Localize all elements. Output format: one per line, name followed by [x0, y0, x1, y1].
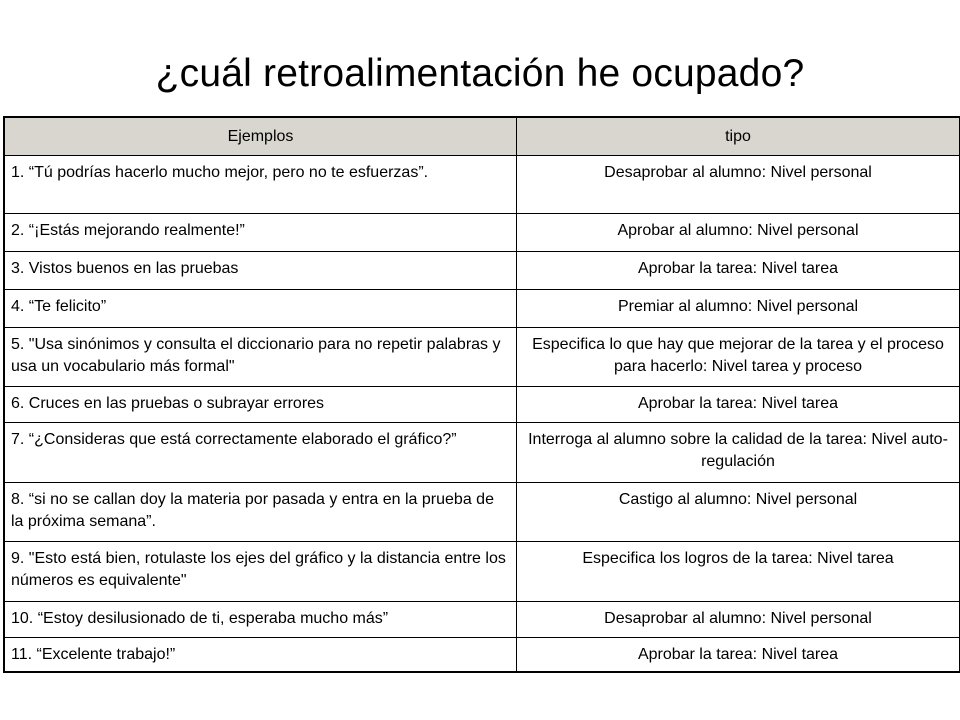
table-row [5, 252, 960, 290]
table-row [5, 638, 960, 672]
table-row [5, 156, 960, 214]
cell-tipo: Castigo al alumno: Nivel personal [517, 483, 960, 542]
cell-ejemplo: 6. Cruces en las pruebas o subrayar errores [5, 387, 517, 423]
table-row [5, 483, 960, 542]
table-row [5, 328, 960, 387]
cell-tipo: Aprobar la tarea: Nivel tarea [517, 638, 960, 672]
cell-ejemplo: 1. “Tú podrías hacerlo mucho mejor, pero no te esfuerzas”. [5, 156, 517, 214]
cell-tipo: Aprobar al alumno: Nivel personal [517, 214, 960, 252]
feedback-table [3, 116, 960, 673]
cell-tipo: Especifica los logros de la tarea: Nivel tarea [517, 542, 960, 602]
cell-tipo: Aprobar la tarea: Nivel tarea [517, 387, 960, 423]
cell-ejemplo: 2. “¡Estás mejorando realmente!” [5, 214, 517, 252]
cell-ejemplo: 4. “Te felicito” [5, 290, 517, 328]
cell-tipo: Desaprobar al alumno: Nivel personal [517, 156, 960, 214]
table-row [5, 542, 960, 602]
cell-ejemplo: 9. "Esto está bien, rotulaste los ejes del gráfico y la distancia entre los números es equivalente" [5, 542, 517, 602]
cell-ejemplo: 10. “Estoy desilusionado de ti, esperaba mucho más” [5, 602, 517, 638]
cell-ejemplo: 3. Vistos buenos en las pruebas [5, 252, 517, 290]
cell-tipo: Interroga al alumno sobre la calidad de la tarea: Nivel auto-regulación [517, 423, 960, 483]
table-row [5, 423, 960, 483]
cell-ejemplo: 11. “Excelente trabajo!” [5, 638, 517, 672]
cell-tipo: Especifica lo que hay que mejorar de la tarea y el proceso para hacerlo: Nivel tarea y proceso [517, 328, 960, 387]
cell-tipo: Premiar al alumno: Nivel personal [517, 290, 960, 328]
table-row [5, 290, 960, 328]
header-tipo: tipo [517, 118, 960, 156]
table-row [5, 387, 960, 423]
cell-ejemplo: 5. "Usa sinónimos y consulta el diccionario para no repetir palabras y usa un vocabulario más formal" [5, 328, 517, 387]
cell-ejemplo: 8. “si no se callan doy la materia por pasada y entra en la prueba de la próxima semana”. [5, 483, 517, 542]
cell-tipo: Desaprobar al alumno: Nivel personal [517, 602, 960, 638]
table-row [5, 602, 960, 638]
header-ejemplos: Ejemplos [5, 118, 517, 156]
table-header-row [5, 118, 960, 156]
table-row [5, 214, 960, 252]
cell-ejemplo: 7. “¿Consideras que está correctamente elaborado el gráfico?” [5, 423, 517, 483]
cell-tipo: Aprobar la tarea: Nivel tarea [517, 252, 960, 290]
slide-title: ¿cuál retroalimentación he ocupado? [155, 52, 805, 95]
